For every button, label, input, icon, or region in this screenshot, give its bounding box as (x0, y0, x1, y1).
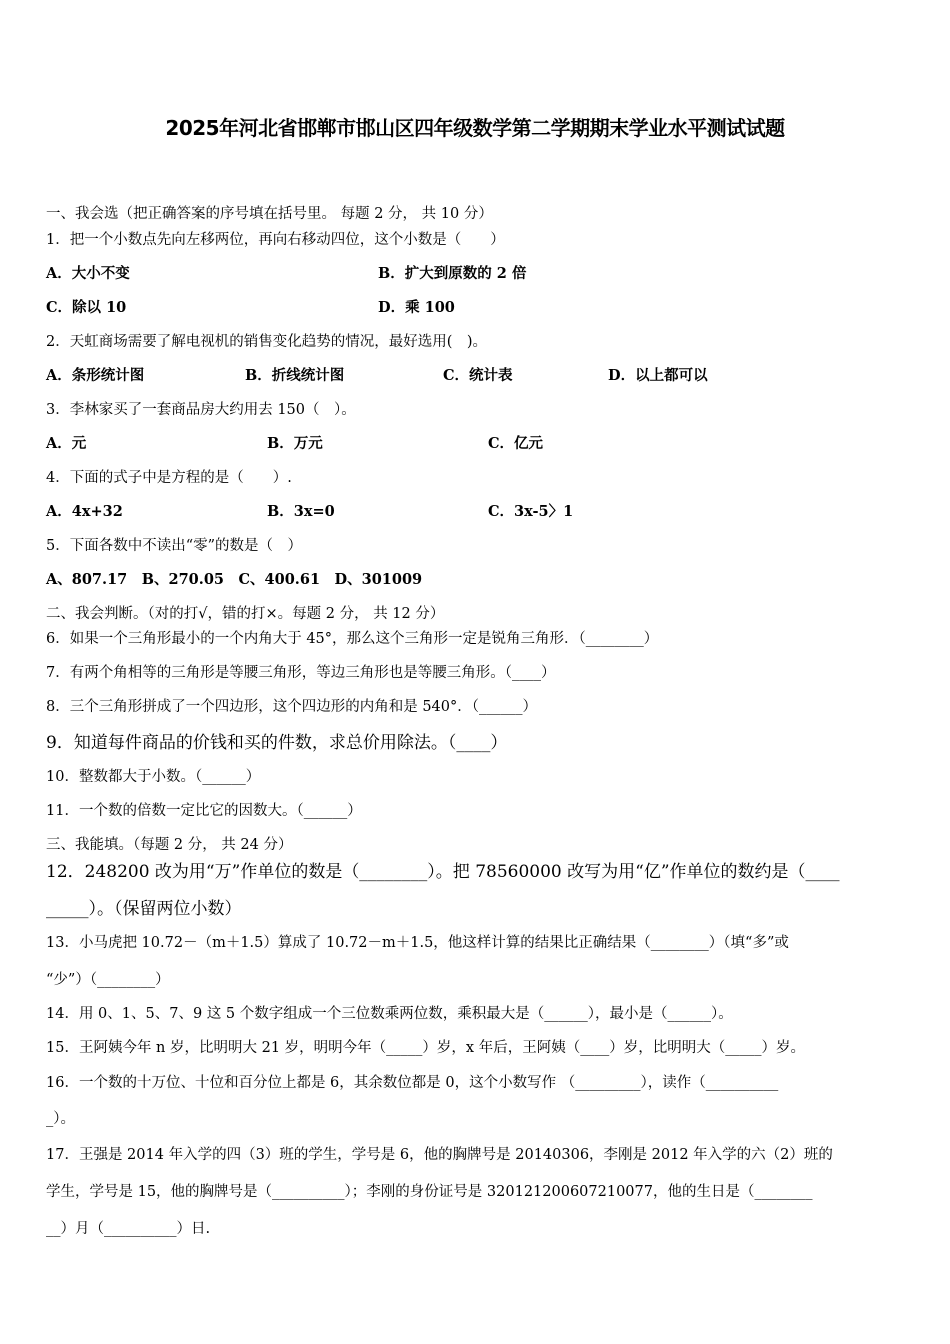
q4-option-c: C．3x-5〉1 (488, 503, 574, 520)
question-5: 5．下面各数中不读出“零”的数是（ ） (46, 538, 303, 554)
question-17-line-2: 学生，学号是 15，他的胸牌号是（__________）；李刚的身份证号是 320121200607210077，他的生日是（________ (46, 1184, 813, 1200)
question-15: 15．王阿姨今年 n 岁，比明明大 21 岁，明明今年（_____）岁，x 年后，王阿姨（____）岁，比明明大（_____）岁。 (46, 1040, 805, 1056)
question-3: 3．李林家买了一套商品房大约用去 150（ ）。 (46, 402, 356, 418)
question-17-line-3: __）月（__________）日. (46, 1221, 211, 1237)
question-16-line-1: 16．一个数的十万位、十位和百分位上都是 6，其余数位都是 0，这个小数写作 （_________），读作（__________ (46, 1075, 779, 1091)
q4-option-b: B．3x=0 (267, 503, 335, 520)
question-17-line-1: 17．王强是 2014 年入学的四（3）班的学生，学号是 6，他的胸牌号是 20140306，李刚是 2012 年入学的六（2）班的 (46, 1147, 833, 1163)
q1-option-d: D．乘 100 (378, 299, 455, 316)
q2-option-a: A．条形统计图 (46, 367, 145, 384)
question-12-line-2: _____）。（保留两位小数） (46, 899, 242, 919)
section-2-heading: 二、我会判断。（对的打√，错的打×。每题 2 分， 共 12 分） (46, 606, 445, 622)
question-7: 7．有两个角相等的三角形是等腰三角形，等边三角形也是等腰三角形。（____） (46, 665, 556, 681)
section-1-heading: 一、我会选（把正确答案的序号填在括号里。 每题 2 分， 共 10 分） (46, 206, 493, 222)
q1-option-b: B．扩大到原数的 2 倍 (378, 265, 527, 282)
question-13-line-2: “少”）（________） (46, 972, 170, 988)
question-12-line-1: 12．248200 改为用“万”作单位的数是（________）。把 78560000 改写为用“亿”作单位的数约是（____ (46, 862, 840, 882)
question-8: 8．三个三角形拼成了一个四边形，这个四边形的内角和是 540°．（______） (46, 699, 538, 715)
q3-option-b: B．万元 (267, 435, 323, 452)
q2-option-c: C．统计表 (443, 367, 513, 384)
q1-option-a: A．大小不变 (46, 265, 130, 282)
question-9: 9．知道每件商品的价钱和买的件数，求总价用除法。（____） (46, 733, 508, 753)
question-1: 1．把一个小数点先向左移两位，再向右移动四位，这个小数是（ ） (46, 232, 505, 248)
q5-options: A、807.17 B、270.05 C、400.61 D、301009 (46, 571, 423, 588)
question-4: 4．下面的式子中是方程的是（ ）. (46, 470, 292, 486)
question-10: 10．整数都大于小数。（______） (46, 769, 261, 785)
section-3-heading: 三、我能填。（每题 2 分， 共 24 分） (46, 837, 293, 853)
q4-option-a: A．4x+32 (46, 503, 123, 520)
question-11: 11．一个数的倍数一定比它的因数大。（______） (46, 803, 362, 819)
page-title: 2025年河北省邯郸市邯山区四年级数学第二学期期末学业水平测试试题 (165, 116, 785, 140)
question-14: 14．用 0、1、5、7、9 这 5 个数字组成一个三位数乘两位数，乘积最大是（______），最小是（______）。 (46, 1006, 733, 1022)
q2-option-b: B．折线统计图 (245, 367, 345, 384)
question-16-line-2: _）。 (46, 1111, 75, 1127)
question-6: 6．如果一个三角形最小的一个内角大于 45°，那么这个三角形一定是锐角三角形．（________） (46, 631, 659, 647)
question-2: 2．天虹商场需要了解电视机的销售变化趋势的情况，最好选用( )。 (46, 334, 488, 350)
q2-option-d: D．以上都可以 (608, 367, 708, 384)
question-13-line-1: 13．小马虎把 10.72－（m＋1.5）算成了 10.72－m＋1.5，他这样计算的结果比正确结果（________）（填“多”或 (46, 935, 789, 951)
q3-option-c: C．亿元 (488, 435, 544, 452)
q3-option-a: A．元 (46, 435, 87, 452)
q1-option-c: C．除以 10 (46, 299, 127, 316)
